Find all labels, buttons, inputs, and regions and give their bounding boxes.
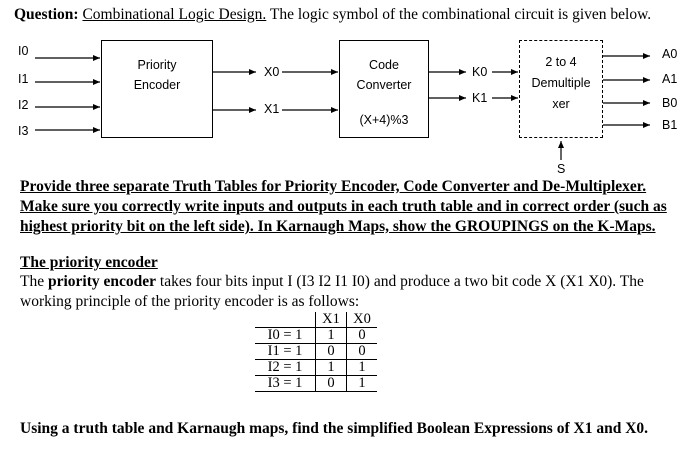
converter-formula: (X+4)%3 bbox=[359, 113, 409, 127]
table-cell: I0 = 1 bbox=[255, 328, 316, 344]
para-rest: takes four bits input I (I3 I2 I1 I0) and produce a two bit code X (X1 X0). The bbox=[156, 273, 644, 290]
final-instruction: Using a truth table and Karnaugh maps, find the simplified Boolean Expressions of X1 and X0. bbox=[20, 420, 649, 437]
header-cell: X0 bbox=[353, 311, 371, 327]
section-paragraph bbox=[20, 272, 680, 312]
instructions-line-3: highest priority bit on the left side). In Karnaugh Maps, show the GROUPINGS on the K-Maps. bbox=[20, 218, 656, 235]
priority-truth-table bbox=[255, 312, 377, 392]
demux-line1: 2 to 4 bbox=[545, 55, 577, 69]
table-cell: 0 bbox=[347, 328, 378, 344]
instructions-paragraph bbox=[20, 177, 667, 237]
para-bold: priority encoder bbox=[47, 273, 157, 290]
table-cell: 1 bbox=[347, 360, 378, 376]
question-topic: Combinational Logic Design. bbox=[82, 6, 267, 23]
input-label-i1: I1 bbox=[18, 72, 29, 86]
table-cell: 0 bbox=[316, 344, 347, 360]
input-label-i0: I0 bbox=[18, 44, 29, 58]
demultiplexer-block bbox=[519, 40, 603, 138]
section-title: The priority encoder bbox=[20, 254, 158, 271]
question-label: Question: bbox=[14, 6, 79, 23]
input-label-i2: I2 bbox=[18, 98, 29, 112]
table-row bbox=[255, 344, 377, 360]
x0-label: X0 bbox=[264, 65, 280, 79]
table-header-row bbox=[255, 312, 377, 328]
output-label-a0: A0 bbox=[662, 47, 678, 61]
table-cell: I2 = 1 bbox=[255, 360, 316, 376]
priority-encoder-line1: Priority bbox=[137, 58, 177, 72]
select-label: S bbox=[557, 162, 566, 176]
converter-line1: Code bbox=[369, 58, 399, 72]
instructions-line-1: Provide three separate Truth Tables for Priority Encoder, Code Converter and De-Multiplexer. bbox=[20, 178, 647, 195]
table-row bbox=[255, 376, 377, 392]
demux-line2: Demultiple bbox=[531, 76, 591, 90]
table-cell: 1 bbox=[316, 328, 347, 344]
x1-label: X1 bbox=[264, 102, 280, 116]
demux-line3: xer bbox=[552, 97, 570, 111]
code-converter-block bbox=[339, 40, 429, 138]
table-row bbox=[255, 360, 377, 376]
output-label-a1: A1 bbox=[662, 72, 678, 86]
table-cell: 0 bbox=[347, 344, 378, 360]
table-cell: 0 bbox=[316, 376, 347, 392]
table-cell: 1 bbox=[316, 360, 347, 376]
table-row bbox=[255, 328, 377, 344]
k1-label: K1 bbox=[472, 91, 488, 105]
input-label-i3: I3 bbox=[18, 124, 29, 138]
question-text: The logic symbol of the combinational circuit is given below. bbox=[269, 6, 652, 23]
table-cell: 1 bbox=[347, 376, 378, 392]
priority-encoder-line2: Encoder bbox=[133, 78, 181, 92]
instructions-line-2: Make sure you correctly write inputs and outputs in each truth table and in correct order (such as bbox=[20, 198, 667, 215]
header-cell bbox=[255, 312, 316, 328]
table-cell: I1 = 1 bbox=[255, 344, 316, 360]
output-label-b0: B0 bbox=[662, 96, 678, 110]
para-line-2: working principle of the priority encoder is as follows: bbox=[20, 293, 360, 310]
converter-line2: Converter bbox=[356, 78, 412, 92]
priority-encoder-block bbox=[101, 40, 213, 138]
table-cell: I3 = 1 bbox=[255, 376, 316, 392]
k0-label: K0 bbox=[472, 65, 488, 79]
header-cell: X1 bbox=[316, 312, 347, 328]
output-label-b1: B1 bbox=[662, 118, 678, 132]
para-start: The bbox=[20, 273, 48, 290]
